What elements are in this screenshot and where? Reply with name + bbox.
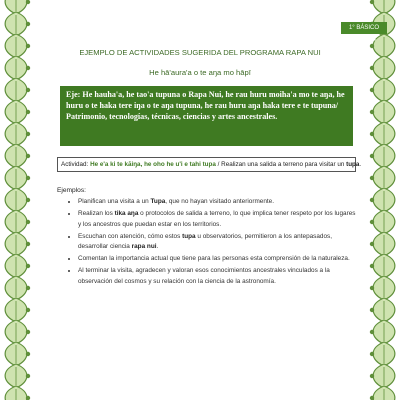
- dot-ornament: [26, 374, 30, 378]
- activity-separator: /: [217, 161, 220, 168]
- dot-ornament: [26, 220, 30, 224]
- list-item-text: Realizan los: [78, 209, 115, 217]
- dot-ornament: [370, 154, 374, 158]
- unit-badge: 1° BÁSICO Unidad 4: [341, 22, 387, 34]
- dot-ornament: [26, 198, 30, 202]
- axis-banner-text: Eje: He hauha'a, he tao'a tupuna o Rapa Nui, he rau huru moiha'a mo te aŋa, he huru o te haka tere iŋa o te aŋa tupuna, he rau huru aŋa haka tere e te tupuna/ Patrimonio, tecnologías, técnicas, ciencias y artes ancestrales.: [66, 90, 345, 121]
- dot-ornament: [370, 242, 374, 246]
- dot-ornament: [26, 242, 30, 246]
- dot-ornament: [370, 330, 374, 334]
- dot-ornament: [26, 44, 30, 48]
- dot-ornament: [26, 66, 30, 70]
- dot-ornament: [370, 220, 374, 224]
- dot-ornament: [26, 264, 30, 268]
- left-decorative-border: [0, 0, 32, 400]
- dot-ornament: [26, 352, 30, 356]
- dot-ornament: [26, 396, 30, 400]
- axis-banner: [60, 86, 353, 146]
- dot-ornament: [370, 352, 374, 356]
- dot-ornament: [26, 22, 30, 26]
- activity-end: .: [359, 161, 362, 168]
- list-item-bold: Tupa: [150, 198, 166, 205]
- list-item-text: Escuchan con atención, cómo estos: [78, 232, 183, 240]
- activity-box: [57, 157, 362, 172]
- list-item-text: Comentan la importancia actual que tiene para las personas esta comprensión de la naturaleza.: [78, 255, 350, 263]
- list-item: [78, 266, 357, 287]
- activity-description: Realizan una salida a terreno para visitar un: [221, 161, 345, 168]
- dot-ornament: [26, 176, 30, 180]
- list-item-bold: tupa: [182, 232, 196, 240]
- dot-ornament: [370, 66, 374, 70]
- page-title: EJEMPLO DE ACTIVIDADES SUGERIDA DEL PROGRAMA RAPA NUI: [79, 48, 321, 57]
- dot-ornament: [370, 396, 374, 400]
- dot-ornament: [370, 132, 374, 136]
- dot-ornament: [370, 374, 374, 378]
- examples-list: [57, 197, 357, 289]
- dot-ornament: [370, 286, 374, 290]
- examples-heading: Ejemplos:: [57, 187, 86, 194]
- activity-keyword: tupa: [346, 161, 360, 168]
- dot-ornament: [26, 0, 30, 4]
- list-item-text: Planifican una visita a un: [78, 198, 151, 205]
- dot-ornament: [26, 308, 30, 312]
- list-item-text: u observatorios, permitieron a los antepasados, desarrollar ciencia: [78, 232, 333, 251]
- activity-label: Actividad:: [61, 161, 89, 168]
- dot-ornament: [370, 308, 374, 312]
- activity-title: He e'a ki te kāiŋa, he oho he u'i e tahi tupa: [90, 161, 216, 168]
- dot-ornament: [26, 286, 30, 290]
- dot-ornament: [26, 330, 30, 334]
- list-item: [78, 197, 357, 208]
- list-item-bold: rapa nui: [131, 243, 157, 251]
- list-item-text: o protocolos de salida a terreno, lo que implica tener respeto por los lugares y los ancestros que puedan estar en los territorios.: [78, 209, 356, 228]
- dot-ornament: [370, 198, 374, 202]
- list-item-text: .: [156, 243, 159, 251]
- dot-ornament: [370, 110, 374, 114]
- dot-ornament: [26, 132, 30, 136]
- list-item-text: Al terminar la visita, agradecen y valoran esos conocimientos ancestrales vinculados a la observación del cosmos y su relación con la ciencia de la astronomía.: [78, 267, 330, 285]
- dot-ornament: [26, 154, 30, 158]
- page-subtitle: He hā'aura'a o te aŋa mo hāpī: [149, 68, 251, 77]
- list-item: [78, 232, 357, 253]
- dot-ornament: [370, 264, 374, 268]
- dot-ornament: [26, 110, 30, 114]
- list-item-bold: tika aŋa: [114, 209, 139, 217]
- dot-ornament: [370, 176, 374, 180]
- list-item-text: , que no hayan visitado anteriormente.: [165, 198, 274, 205]
- right-decorative-border: [368, 0, 400, 400]
- list-item: [78, 209, 357, 230]
- list-item: [78, 254, 357, 265]
- dot-ornament: [370, 88, 374, 92]
- dot-ornament: [26, 88, 30, 92]
- dot-ornament: [370, 0, 374, 4]
